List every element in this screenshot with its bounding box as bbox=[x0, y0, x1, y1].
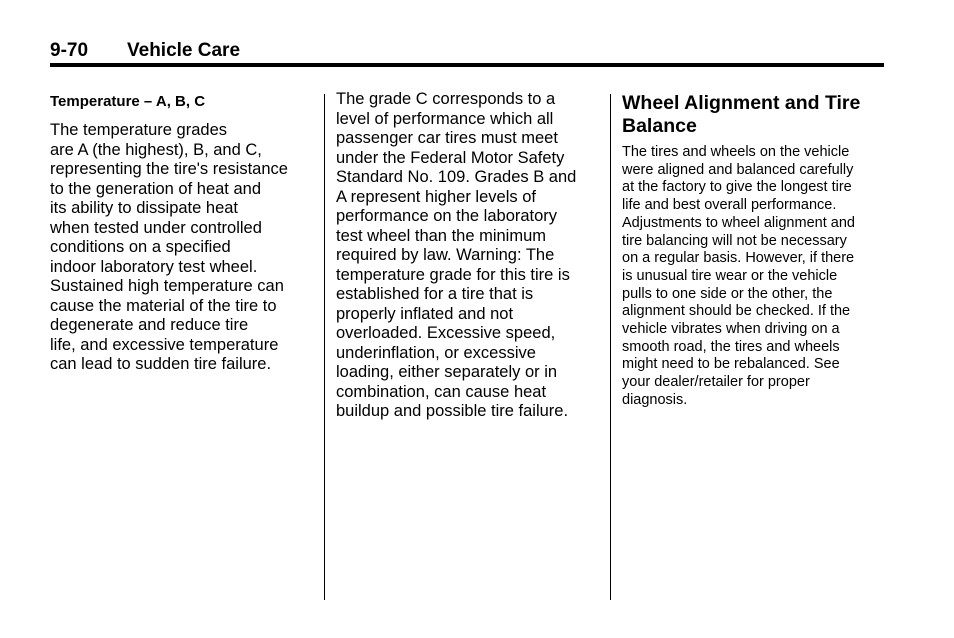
temperature-subheading: Temperature – A, B, C bbox=[50, 93, 206, 110]
section-title: Vehicle Care bbox=[127, 40, 241, 61]
column-divider-left bbox=[324, 94, 325, 600]
wheel-alignment-paragraph: The tires and wheels on the vehicle were aligned and balanced carefully at the factory to give the longest tire life and best overall performance. Adjustments to wheel alignment and tire balancing will not be necessary on a regular basis. However, if there is unusual tire wear or the vehicle pulls to one side or the other, the alignment should be checked. If the vehicle vibrates when driving on a smooth road, the tires and wheels might need to be rebalanced. See your dealer/retailer for proper diagnosis. bbox=[622, 144, 855, 408]
column-left bbox=[50, 90, 312, 375]
page-number: 9-70 bbox=[50, 40, 89, 61]
grade-c-paragraph: The grade C corresponds to a level of performance which all passenger car tires must meet under the Federal Motor Safety Standard No. 109. Grades B and A represent higher levels of performance on the laboratory test wheel than the minimum required by law. Warning: The temperature grade for this tire is established for a tire that is properly inflated and not overloaded. Excessive speed, underinflation, or excessive loading, either separately or in combination, can cause heat buildup and possible tire failure. bbox=[336, 90, 577, 420]
header-rule bbox=[50, 63, 884, 67]
wheel-alignment-heading: Wheel Alignment and Tire Balance bbox=[622, 92, 861, 137]
column-divider-right bbox=[610, 94, 611, 600]
column-middle bbox=[336, 90, 602, 422]
page-header bbox=[50, 38, 884, 66]
column-right bbox=[622, 90, 888, 410]
temperature-paragraph: The temperature grades are A (the highest), B, and C, representing the tire's resistance to the generation of heat and its ability to dissipate heat when tested under controlled conditions on a specified indoor laboratory test wheel. Sustained high temperature can cause the material of the tire to degenerate and reduce tire life, and excessive temperature can lead to sudden tire failure. bbox=[50, 121, 288, 373]
